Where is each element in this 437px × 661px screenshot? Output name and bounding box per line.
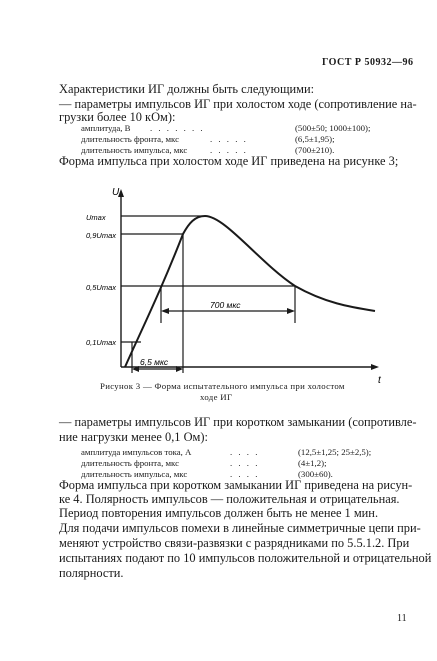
param-value: (300±60).	[298, 469, 333, 479]
param-label: длительность фронта, мкс	[81, 134, 179, 144]
level-label-max: Umax	[86, 213, 106, 222]
short-circuit-lead-line-1: — параметры импульсов ИГ при коротком замыкании (сопротивле-	[59, 415, 417, 429]
x-axis-arrow	[371, 364, 379, 370]
param-value: (4±1,2);	[298, 458, 327, 468]
param-label: длительность фронта, мкс	[81, 458, 179, 468]
param-dots: . . . . . . .	[150, 123, 205, 133]
param-dots: . . . .	[230, 447, 260, 457]
param-dots: . . . . .	[210, 145, 248, 155]
open-circuit-lead-line-1: — параметры импульсов ИГ при холостом ходе (сопротивление на-	[59, 97, 417, 111]
figure-reference-text: Форма импульса при холостом ходе ИГ приведена на рисунке 3;	[59, 154, 399, 168]
paragraph-3-line-4: полярности.	[59, 566, 124, 580]
paragraph-1-line-2: ке 4. Полярность импульсов — положительная и отрицательная.	[59, 492, 400, 506]
paragraph-3-line-2: меняют устройство связи-развязки с разрядниками по 5.5.1.2. При	[59, 536, 410, 550]
figure-caption-line-1: Рисунок 3 — Форма испытательного импульса при холостом	[100, 381, 345, 391]
paragraph-2: Период повторения импульсов должен быть не менее 1 мин.	[59, 506, 379, 520]
open-circuit-lead-line-2: грузки более 10 кОм):	[59, 110, 176, 124]
paragraph-1-line-1: Форма импульса при коротком замыкании ИГ приведена на рисун-	[59, 478, 413, 492]
duration-label: 700 мкс	[210, 300, 241, 310]
level-label-50: 0,5Umax	[86, 283, 117, 292]
page-number: 11	[397, 613, 407, 624]
y-axis-label: U	[112, 187, 120, 198]
paragraph-3-line-1: Для подачи импульсов помехи в линейные симметричные цепи при-	[59, 521, 421, 535]
x-axis-label: t	[378, 375, 381, 385]
param-value: (700±210).	[295, 145, 335, 155]
param-value: (12,5±1,25; 25±2,5);	[298, 447, 372, 457]
document-header: ГОСТ Р 50932—96	[322, 57, 414, 68]
figure-caption-line-2: ходе ИГ	[200, 392, 233, 402]
paragraph-3-line-3: испытаниях подают по 10 импульсов положительной и отрицательной	[59, 551, 432, 565]
pulse-waveform-figure	[85, 183, 390, 385]
param-dots: . . . .	[230, 469, 260, 479]
param-label: амплитуда импульсов тока, А	[81, 447, 192, 457]
duration-arrow-right	[287, 308, 295, 314]
short-circuit-lead-line-2: ние нагрузки менее 0,1 Ом):	[59, 430, 208, 444]
param-value: (500±50; 1000±100);	[295, 123, 371, 133]
param-dots: . . . .	[230, 458, 260, 468]
param-dots: . . . . .	[210, 134, 248, 144]
level-label-90: 0,9Umax	[86, 231, 117, 240]
duration-arrow-left	[161, 308, 169, 314]
level-label-10: 0,1Umax	[86, 338, 117, 347]
pulse-curve	[125, 216, 375, 367]
param-value: (6,5±1,95);	[295, 134, 335, 144]
param-label: длительность импульса, мкс	[81, 469, 188, 479]
intro-text: Характеристики ИГ должны быть следующими:	[59, 82, 315, 96]
param-label: длительность импульса, мкс	[81, 145, 188, 155]
front-label: 6,5 мкс	[140, 357, 169, 367]
param-label: амплитуда, В	[81, 123, 131, 133]
